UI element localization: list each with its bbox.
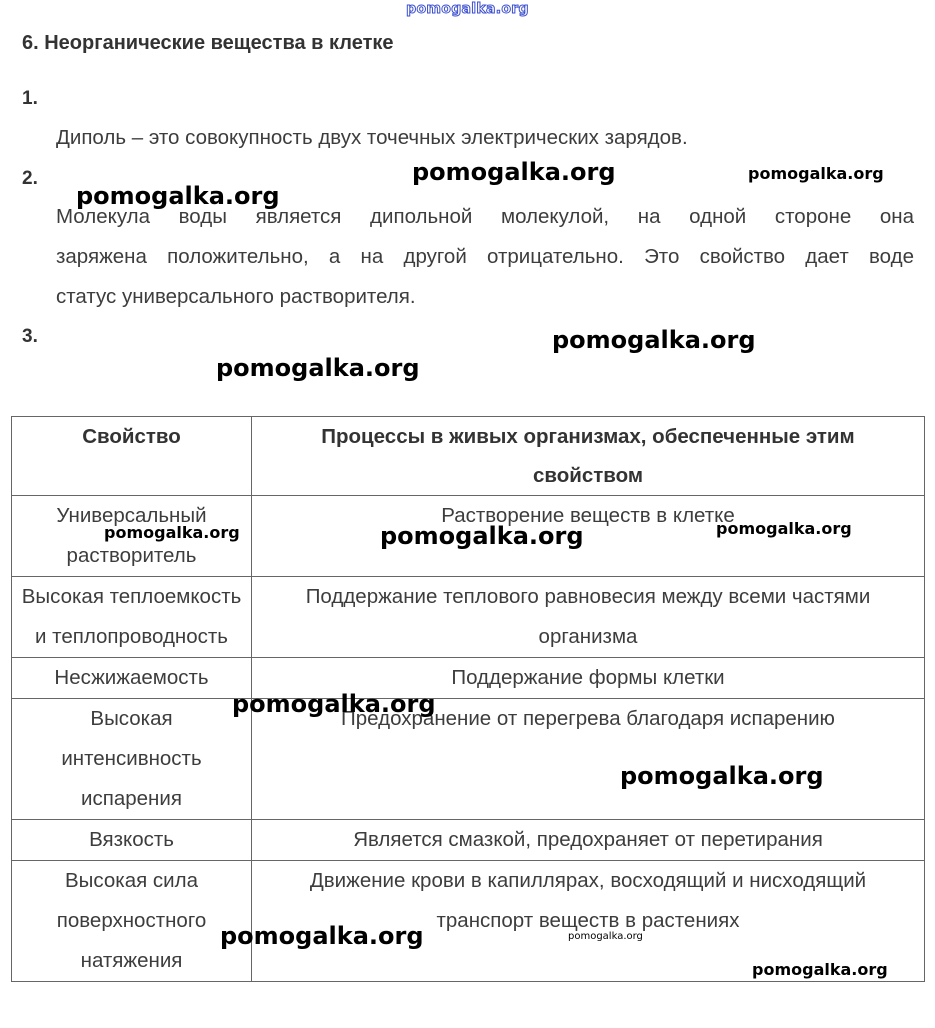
item-text-1: Диполь – это совокупность двух точечных электрических зарядов.	[56, 126, 688, 149]
table-row	[12, 577, 925, 658]
table-row	[12, 820, 925, 861]
watermark: pomogalka.org	[412, 158, 616, 186]
item-text-2-line-2: заряжена положительно, а на другой отрицательно. Это свойство дает воде	[56, 245, 914, 268]
watermark: pomogalka.org	[552, 326, 756, 354]
header-process: Процессы в живых организмах, обеспеченные этим свойством	[252, 417, 925, 496]
watermark: pomogalka.org	[752, 960, 888, 979]
table-row	[12, 658, 925, 699]
process-cell: Поддержание теплового равновесия между всеми частями организма	[252, 577, 925, 658]
property-cell: Вязкость	[12, 820, 252, 861]
item-number-1: 1.	[22, 88, 38, 109]
property-cell: Высокая интенсивность испарения	[12, 699, 252, 820]
process-cell: Является смазкой, предохраняет от перетирания	[252, 820, 925, 861]
watermark: pomogalka.org	[568, 931, 643, 942]
item-text-2-line-1: Молекула воды является дипольной молекулой, на одной стороне она	[56, 205, 914, 228]
item-number-3: 3.	[22, 326, 38, 347]
process-cell: Растворение веществ в клетке	[252, 496, 925, 577]
item-number-2: 2.	[22, 168, 38, 189]
properties-table	[11, 416, 925, 982]
process-cell: Предохранение от перегрева благодаря испарению	[252, 699, 925, 820]
watermark: pomogalka.org	[232, 690, 436, 718]
watermark: pomogalka.org	[380, 522, 584, 550]
watermark: pomogalka.org	[716, 519, 852, 538]
process-cell: Движение крови в капиллярах, восходящий и нисходящий транспорт веществ в растениях	[252, 861, 925, 982]
watermark: pomogalka.org	[76, 182, 280, 210]
property-cell: Универсальный растворитель	[12, 496, 252, 577]
watermark: pomogalka.org	[104, 523, 240, 542]
top-watermark: pomogalka.org	[406, 1, 529, 17]
item-text-2-line-3: статус универсального растворителя.	[56, 285, 416, 308]
property-cell: Высокая сила поверхностного натяжения	[12, 861, 252, 982]
table-header-row	[12, 417, 925, 496]
watermark: pomogalka.org	[216, 354, 420, 382]
property-cell: Несжижаемость	[12, 658, 252, 699]
watermark: pomogalka.org	[620, 762, 824, 790]
property-cell: Высокая теплоемкость и теплопроводность	[12, 577, 252, 658]
process-cell: Поддержание формы клетки	[252, 658, 925, 699]
table-row	[12, 699, 925, 820]
watermark: pomogalka.org	[748, 164, 884, 183]
watermark: pomogalka.org	[220, 922, 424, 950]
header-property: Свойство	[12, 417, 252, 496]
page-title: 6. Неорганические вещества в клетке	[22, 32, 394, 54]
